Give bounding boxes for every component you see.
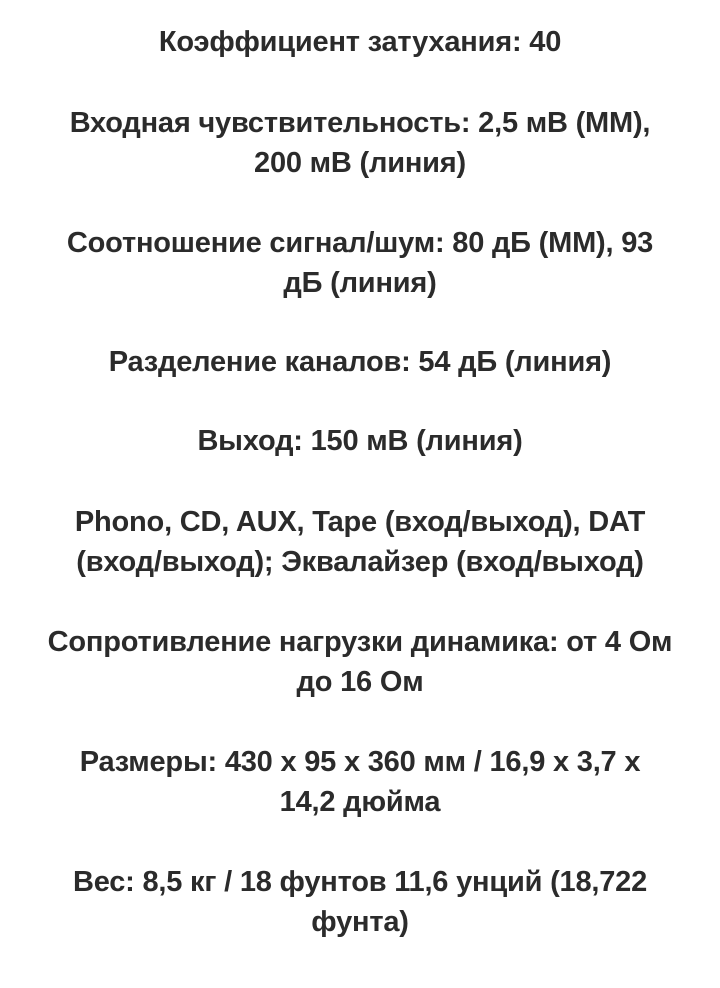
- spec-line: Размеры: 430 x 95 x 360 мм / 16,9 x 3,7 x: [79, 746, 641, 778]
- spec-line: Коэффициент затухания: 40: [158, 26, 562, 58]
- spec-weight: [20, 862, 700, 942]
- spec-line: Соотношение сигнал/шум: 80 дБ (ММ), 93: [66, 227, 654, 259]
- spec-signal-to-noise: [20, 223, 700, 303]
- spec-line: фунта): [311, 906, 409, 938]
- spec-line: (вход/выход); Эквалайзер (вход/выход): [76, 546, 644, 578]
- spec-line: дБ (линия): [283, 267, 437, 299]
- spec-line: 200 мВ (линия): [254, 147, 466, 179]
- spec-line: Разделение каналов: 54 дБ (линия): [108, 346, 612, 378]
- spec-line: до 16 Ом: [296, 666, 424, 698]
- spec-line: Вес: 8,5 кг / 18 фунтов 11,6 унций (18,722: [72, 866, 648, 898]
- spec-output: [20, 421, 700, 461]
- spec-input-sensitivity: [20, 103, 700, 183]
- spec-line: Входная чувствительность: 2,5 мВ (ММ),: [69, 107, 651, 139]
- spec-line: Сопротивление нагрузки динамика: от 4 Ом: [47, 626, 673, 658]
- spec-inputs: [20, 502, 700, 582]
- spec-speaker-impedance: [20, 622, 700, 702]
- spec-line: Выход: 150 мВ (линия): [197, 425, 523, 457]
- spec-line: Phono, CD, AUX, Tape (вход/выход), DAT: [74, 506, 646, 538]
- spec-line: 14,2 дюйма: [279, 786, 441, 818]
- spec-channel-separation: [20, 342, 700, 382]
- spec-dimensions: [20, 742, 700, 822]
- spec-damping-factor: [20, 22, 700, 62]
